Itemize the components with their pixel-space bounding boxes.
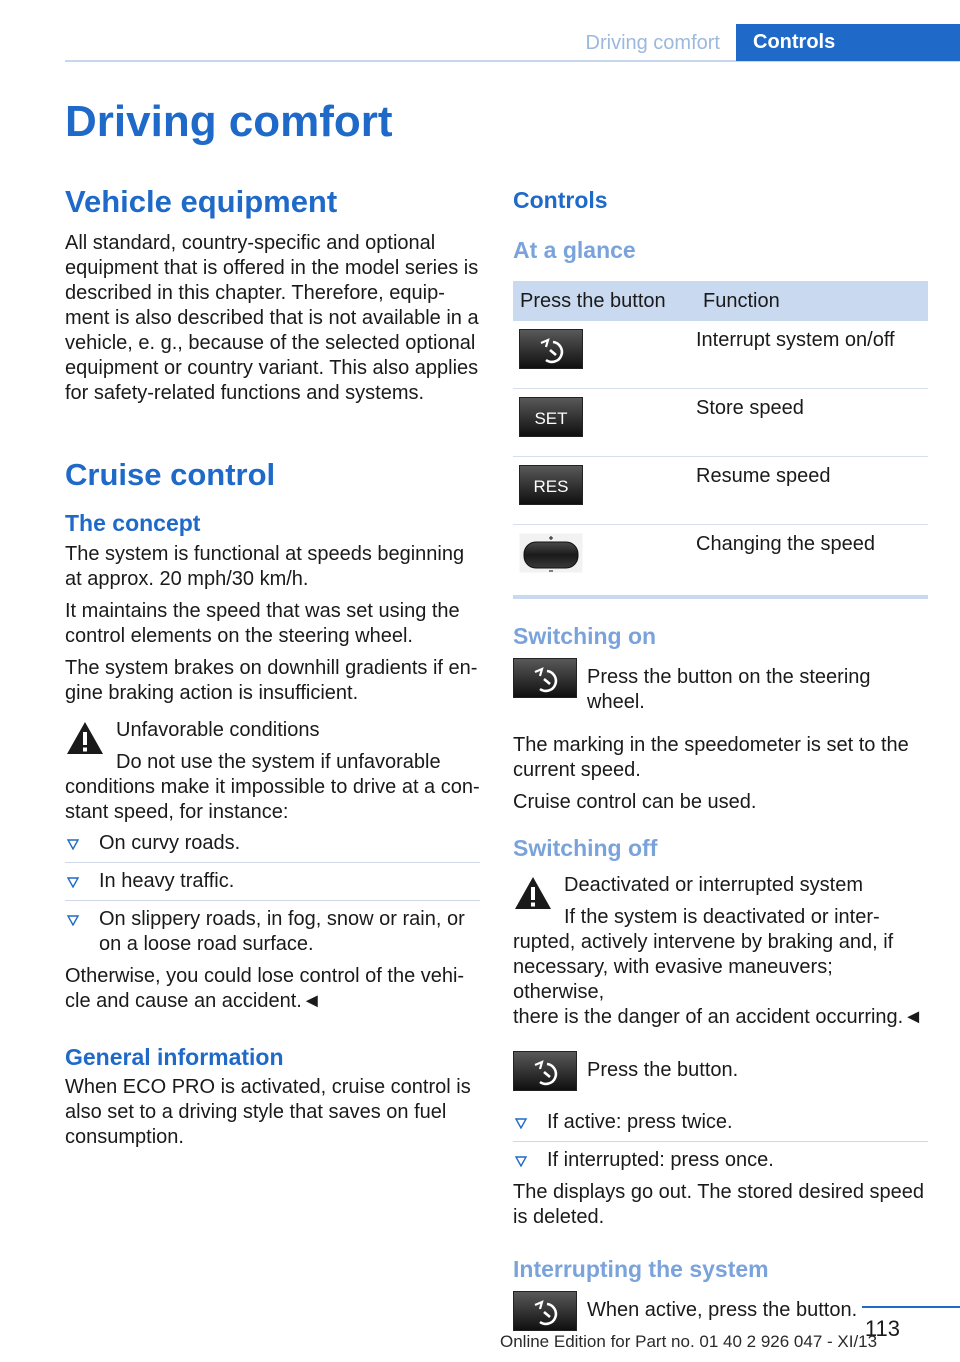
table-row: [513, 389, 928, 457]
triangle-bullet-icon: [67, 839, 79, 850]
concept-paragraph-2: It maintains the speed that was set using the control elements on the steering wheel.: [65, 600, 460, 647]
triangle-bullet-icon: [515, 1118, 527, 1129]
warning-title: Unfavorable conditions: [116, 719, 320, 741]
warning-triangle-icon: [65, 720, 105, 756]
triangle-bullet-icon: [67, 915, 79, 926]
table-header-button: Press the button: [513, 281, 696, 321]
warning-text: conditions make it impossible to drive at a con- stant speed, for instance:: [65, 776, 480, 823]
left-column: [65, 183, 480, 1150]
concept-heading: The concept: [65, 510, 201, 536]
controls-table: [513, 281, 928, 599]
svg-text:SET: SET: [534, 409, 568, 428]
general-information-heading: General information: [65, 1044, 284, 1070]
triangle-bullet-icon: [515, 1156, 527, 1167]
list-divider: [65, 862, 480, 863]
cruise-control-button-icon: [513, 658, 577, 698]
triangle-bullet-icon: [67, 877, 79, 888]
speed-rocker-icon: [519, 533, 583, 573]
warning-deactivated-system: [513, 873, 928, 930]
cruise-control-button-icon: [513, 1051, 577, 1091]
general-information-text: When ECO PRO is activated, cruise control is also set to a driving style that saves on fuel consumption.: [65, 1076, 471, 1148]
interrupting-heading: Interrupting the system: [513, 1256, 769, 1282]
page-number: 113: [864, 1316, 900, 1341]
function-cell: Resume speed: [696, 457, 928, 525]
edition-note: Online Edition for Part no. 01 40 2 926 047 - XI/13: [500, 1332, 878, 1351]
cruise-control-button-icon: [519, 329, 583, 369]
warning-first-line: If the system is deactivated or inter-: [564, 906, 880, 928]
footer-rule: [862, 1306, 960, 1308]
at-a-glance-heading: At a glance: [513, 237, 636, 263]
warning-text: rupted, actively intervene by braking and, if necessary, with evasive maneuvers; otherwise, there is the danger of an accident occurring.◄: [513, 931, 924, 1028]
list-item: If active: press twice.: [513, 1110, 928, 1135]
table-row: [513, 457, 928, 525]
table-header-row: [513, 281, 928, 321]
page-title: Driving comfort: [65, 97, 393, 146]
switching-on-paragraph-2: Cruise control can be used.: [513, 791, 757, 813]
right-column: [513, 183, 928, 1342]
list-item: On slippery roads, in fog, snow or rain, or on a loose road surface.: [65, 907, 480, 957]
concept-paragraph-1: The system is functional at speeds beginning at approx. 20 mph/30 km/h.: [65, 543, 465, 590]
switching-off-heading: Switching off: [513, 835, 658, 861]
controls-heading: Controls: [513, 187, 608, 213]
table-row: [513, 321, 928, 389]
svg-text:RES: RES: [533, 477, 569, 496]
vehicle-equipment-heading: Vehicle equipment: [65, 184, 338, 219]
function-cell: Interrupt system on/off: [696, 321, 928, 389]
switching-off-instruction: Press the button.: [513, 1058, 928, 1102]
concept-paragraph-3: The system brakes on downhill gradients if en- gine braking action is insufficient.: [65, 657, 478, 704]
warning-unfavorable-conditions: [65, 718, 480, 775]
table-row: [513, 525, 928, 598]
vehicle-equipment-text: All standard, country-specific and optional equipment that is offered in the model series is described in this chapter. Therefore, equip- ment is also described that is not available in a vehicle, e. g., because of the selected optional equipment or country variant. This also applies for safety-related functions and systems.: [65, 232, 479, 404]
list-divider: [65, 900, 480, 901]
accident-warning-text: Otherwise, you could lose control of the vehi- cle and cause an accident.◄: [65, 965, 465, 1012]
function-cell: Store speed: [696, 389, 928, 457]
list-item: On curvy roads.: [65, 831, 480, 856]
warning-triangle-icon: [513, 875, 553, 911]
list-item: If interrupted: press once.: [513, 1148, 928, 1173]
switching-on-instruction: Press the button on the steering wheel.: [513, 665, 928, 715]
list-divider: [513, 1141, 928, 1142]
set-button-icon: [519, 397, 583, 437]
header-chapter-tab: Controls: [736, 24, 960, 61]
table-header-function: Function: [696, 281, 928, 321]
cruise-control-heading: Cruise control: [65, 457, 276, 492]
switching-off-paragraph: The displays go out. The stored desired speed is deleted.: [513, 1181, 924, 1228]
res-button-icon: [519, 465, 583, 505]
switching-on-heading: Switching on: [513, 623, 657, 649]
switching-on-paragraph-1: The marking in the speedometer is set to the current speed.: [513, 734, 909, 781]
warning-title: Deactivated or interrupted system: [564, 874, 864, 896]
cruise-control-button-icon: [513, 1291, 577, 1331]
warning-first-line: Do not use the system if unfavorable: [116, 751, 441, 773]
interrupting-instruction: When active, press the button.: [513, 1298, 928, 1342]
conditions-list: [65, 831, 480, 957]
function-cell: Changing the speed: [696, 525, 928, 598]
switching-off-list: [513, 1110, 928, 1173]
header-section: Driving comfort: [585, 32, 720, 54]
list-item: In heavy traffic.: [65, 869, 480, 894]
